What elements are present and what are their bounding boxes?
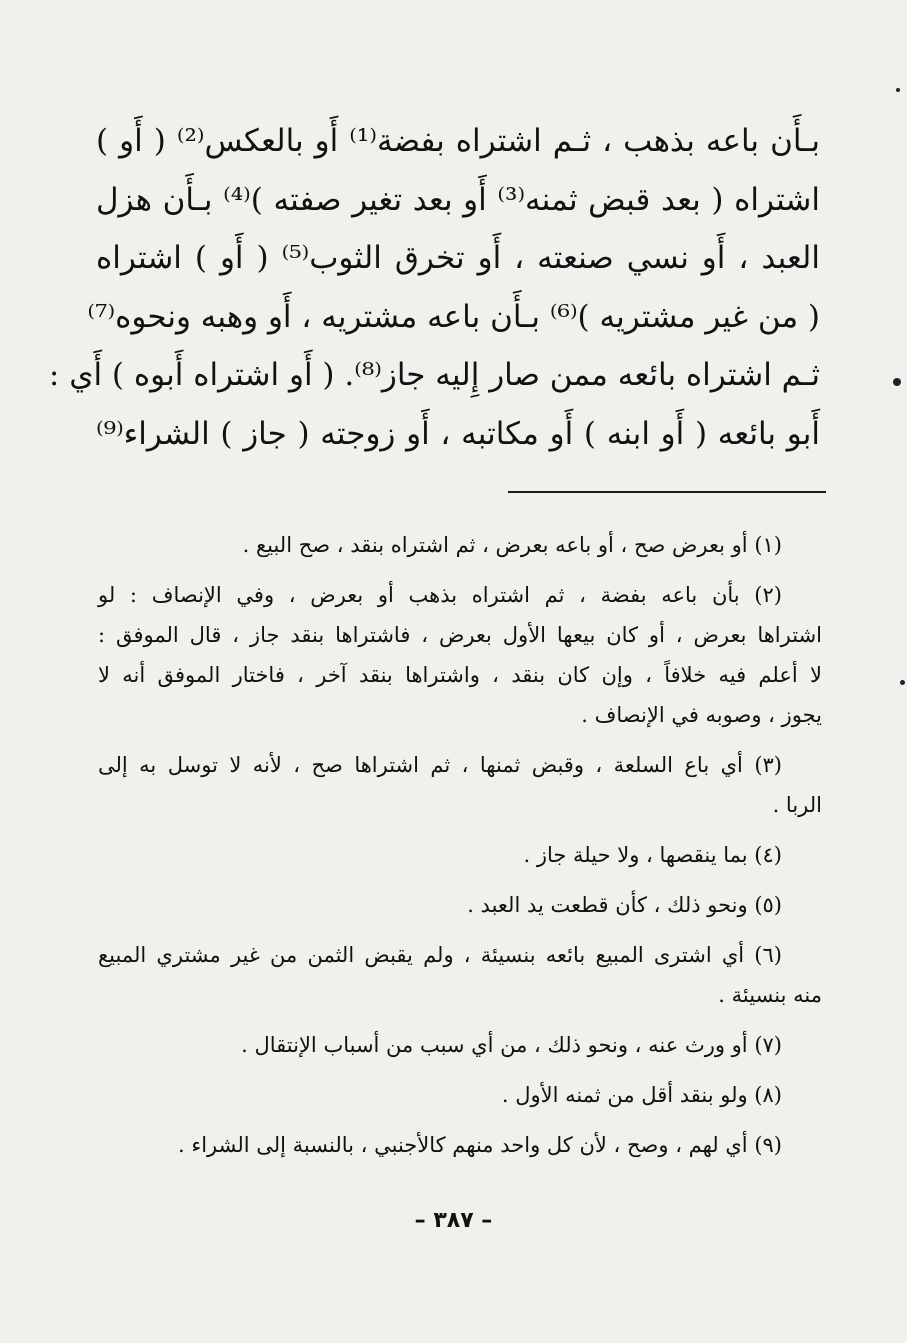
footnote-line: اشتراها بعرض ، أو كان بيعها الأول بعرض ، فاشتراها بنقد جاز ، قال الموفق :	[98, 623, 822, 647]
main-text-line: ( من غير مشتريه )⁽⁶⁾ بـأَن باعه مشتريه ، أَو وهبه ونحوه⁽⁷⁾	[87, 298, 820, 335]
footnote-5	[98, 885, 822, 925]
footnote-1	[98, 525, 822, 565]
scan-speck	[893, 378, 901, 386]
scan-speck	[896, 88, 900, 92]
footnote-line: (٧) أو ورث عنه ، ونحو ذلك ، من أي سبب من أسباب الإنتقال .	[241, 1033, 782, 1057]
footnote-line: الربا .	[772, 793, 822, 817]
footnote-line: (٥) ونحو ذلك ، كأن قطعت يد العبد .	[467, 893, 782, 917]
footnote-line: لا أعلم فيه خلافاً ، وإن كان بنقد ، واشتراها بنقد آخر ، فاختار الموفق أنه لا	[98, 663, 822, 687]
main-text-line: أَبو بائعه ( أَو ابنه ) أَو مكاتبه ، أَو زوجته ( جاز ) الشراء⁽⁹⁾	[96, 415, 820, 452]
main-text	[48, 112, 821, 463]
footnote-line: (٨) ولو بنقد أقل من ثمنه الأول .	[501, 1083, 782, 1107]
footnote-line: (٤) بما ينقصها ، ولا حيلة جاز .	[523, 843, 782, 867]
main-text-line: ثـم اشتراه بائعه ممن صار إِليه جاز⁽⁸⁾. ( أَو اشتراه أَبوه ) أَي :	[48, 357, 820, 393]
main-text-line: العبد ، أَو نسي صنعته ، أَو تخرق الثوب⁽⁵⁾ ( أَو ) اشتراه	[96, 240, 820, 276]
scan-speck	[900, 680, 905, 685]
footnote-line: (١) أو بعرض صح ، أو باعه بعرض ، ثم اشتراه بنقد ، صح البيع .	[242, 533, 782, 557]
footnote-7	[98, 1025, 822, 1065]
page-number: – ٣٨٧ –	[414, 1208, 493, 1233]
footnote-8	[98, 1075, 822, 1115]
footnote-line: منه بنسيئة .	[718, 983, 822, 1007]
footnote-line: يجوز ، وصوبه في الإنصاف .	[581, 703, 822, 727]
main-text-line: اشتراه ( بعد قبض ثمنه⁽³⁾ أَو بعد تغير صفته )⁽⁴⁾ بـأَن هزل	[96, 181, 821, 218]
footnote-line: (٩) أي لهم ، وصح ، لأن كل واحد منهم كالأجنبي ، بالنسبة إلى الشراء .	[177, 1133, 782, 1157]
footnote-3	[98, 745, 822, 825]
footnote-line: (٣) أي باع السلعة ، وقبض ثمنها ، ثم اشتراها صح ، لأنه لا توسل به إلى	[98, 753, 782, 777]
main-text-line: بـأَن باعه بذهب ، ثـم اشتراه بفضة⁽¹⁾ أَو بالعكس⁽²⁾ ( أَو )	[96, 123, 820, 159]
footnote-line: (٦) أي اشترى المبيع بائعه بنسيئة ، ولم يقبض الثمن من غير مشتري المبيع	[98, 943, 782, 967]
footnote-4	[98, 835, 822, 875]
footnote-6	[98, 935, 822, 1015]
footnote-line: (٢) بأن باعه بفضة ، ثم اشتراه بذهب أو بعرض ، وفي الإنصاف : لو	[98, 583, 782, 607]
footnote-2	[98, 575, 822, 735]
footnotes	[98, 525, 822, 1175]
footnote-divider	[508, 491, 826, 493]
footnote-9	[98, 1125, 822, 1165]
